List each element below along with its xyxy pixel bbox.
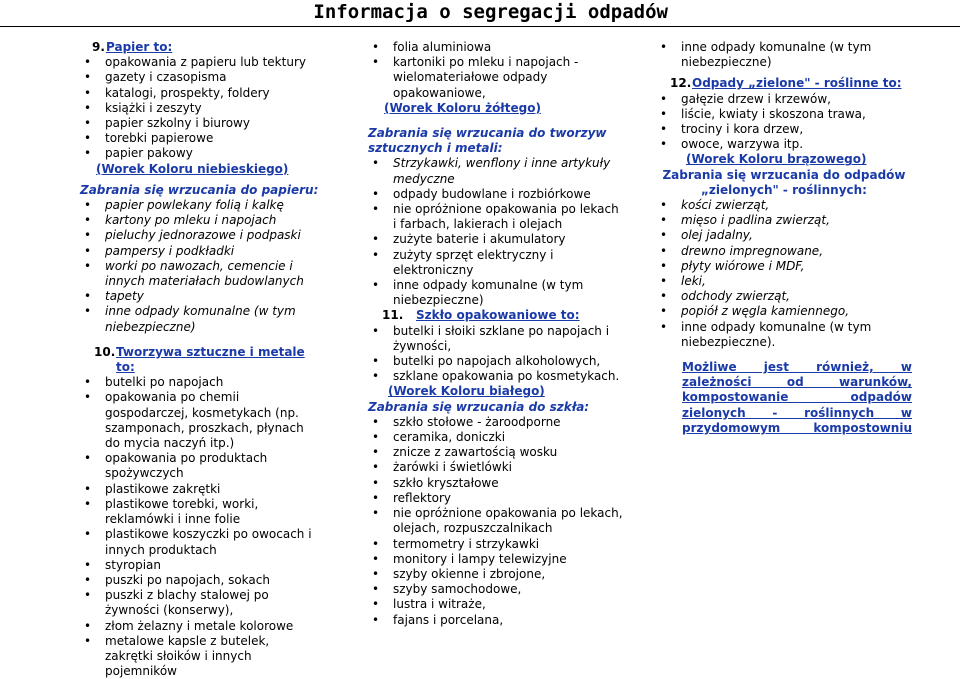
list-item: • plastikowe torebki, worki, reklamówki i inne folie xyxy=(80,497,320,527)
list-item: • plastikowe zakrętki xyxy=(80,482,320,497)
list-item: • pieluchy jednorazowe i podpaski xyxy=(80,228,320,243)
section-title: Tworzywa sztuczne i metale to: xyxy=(116,344,305,375)
list-item: • szyby okienne i zbrojone, xyxy=(368,567,623,582)
list-item: • kartony po mleku i napojach xyxy=(80,213,320,228)
list-item: • kartoniki po mleku i napojach - wielomateriałowe odpady opakowaniowe, xyxy=(368,55,623,101)
list-item: • monitory i lampy telewizyjne xyxy=(368,552,623,567)
list-item: • mięso i padlina zwierząt, xyxy=(656,213,912,228)
list-item: • zużyte baterie i akumulatory xyxy=(368,232,623,247)
list-item: • lustra i witraże, xyxy=(368,597,623,612)
list-item: • styropian xyxy=(80,558,320,573)
list-item: • popiół z węgla kamiennego, xyxy=(656,304,912,319)
list-item: • termometry i strzykawki xyxy=(368,537,623,552)
green-forbidden-list xyxy=(656,198,912,350)
list-item: • znicze z zawartością wosku xyxy=(368,445,623,460)
list-item: • szkło stołowe - żaroodporne xyxy=(368,415,623,430)
section-glass-heading xyxy=(368,308,623,323)
section-paper-heading xyxy=(80,40,320,55)
list-item: • Strzykawki, wenflony i inne artykuły medyczne xyxy=(368,156,623,186)
list-item: • gazety i czasopisma xyxy=(80,70,320,85)
list-item: • płyty wiórowe i MDF, xyxy=(656,259,912,274)
section-green-heading xyxy=(656,76,912,91)
list-item: • inne odpady komunalne (w tym niebezpieczne) xyxy=(656,40,912,70)
list-item: • folia aluminiowa xyxy=(368,40,623,55)
list-item: • drewno impregnowane, xyxy=(656,244,912,259)
section-title: Szkło opakowaniowe to: xyxy=(416,308,580,323)
list-item: • nie opróżnione opakowania po lekach, olejach, rozpuszczalnikach xyxy=(368,506,623,536)
list-item: • opakowania z papieru lub tektury xyxy=(80,55,320,70)
list-item: • szyby samochodowe, xyxy=(368,582,623,597)
section-number: 9. xyxy=(92,40,105,54)
glass-forbidden-list-continued xyxy=(656,40,912,70)
list-item: • gałęzie drzew i krzewów, xyxy=(656,92,912,107)
forbidden-heading: Zabrania się wrzucania do tworzyw sztucznych i metali: xyxy=(368,126,607,156)
list-item: • kości zwierząt, xyxy=(656,198,912,213)
list-item: • opakowania po produktach spożywczych xyxy=(80,451,320,481)
plastic-list xyxy=(80,375,320,679)
list-item: • olej jadalny, xyxy=(656,228,912,243)
plastic-forbidden-list xyxy=(368,156,623,308)
list-item: • worki po nawozach, cemencie i innych materiałach budowlanych xyxy=(80,259,320,289)
list-item: • złom żelazny i metale kolorowe xyxy=(80,619,320,634)
paper-forbidden-list xyxy=(80,198,320,335)
bin-color-label: (Worek Koloru białego) xyxy=(388,384,545,399)
list-item: • torebki papierowe xyxy=(80,131,320,146)
list-item: • katalogi, prospekty, foldery xyxy=(80,86,320,101)
list-item: • zużyty sprzęt elektryczny i elektroniczny xyxy=(368,248,623,278)
list-item: • owoce, warzywa itp. xyxy=(656,137,912,152)
list-item: • fajans i porcelana, xyxy=(368,613,623,628)
list-item: • butelki i słoiki szklane po napojach i żywności, xyxy=(368,324,623,354)
page-title: Informacja o segregacji odpadów xyxy=(0,0,960,27)
list-item: • pampersy i podkładki xyxy=(80,244,320,259)
bin-color-label: (Worek Koloru brązowego) xyxy=(686,152,867,167)
bin-color-label: (Worek Koloru żółtego) xyxy=(384,100,541,115)
list-item: • inne odpady komunalne (w tym niebezpieczne) xyxy=(80,304,320,334)
forbidden-heading: Zabrania się wrzucania do papieru: xyxy=(80,182,319,197)
section-plastic-heading xyxy=(80,345,320,375)
section-number: 11. xyxy=(382,308,404,323)
bin-color-label: (Worek Koloru niebieskiego) xyxy=(96,161,289,176)
list-item: • inne odpady komunalne (w tym niebezpieczne) xyxy=(368,278,623,308)
list-item: • liście, kwiaty i skoszona trawa, xyxy=(656,107,912,122)
list-item: • nie opróżnione opakowania po lekach i farbach, lakierach i olejach xyxy=(368,202,623,232)
section-title: Papier to: xyxy=(106,40,173,54)
list-item: • metalowe kapsle z butelek, zakrętki słoików i innych pojemników xyxy=(80,634,320,679)
list-item: • papier powlekany folią i kalkę xyxy=(80,198,320,213)
column-3 xyxy=(656,40,912,436)
section-number: 10. xyxy=(94,344,116,359)
list-item: • plastikowe koszyczki po owocach i innych produktach xyxy=(80,527,320,557)
forbidden-heading: Zabrania się wrzucania do szkła: xyxy=(368,399,590,414)
list-item: • butelki po napojach xyxy=(80,375,320,390)
composting-note: Możliwe jest również, w zależności od warunków, kompostowanie odpadów zielonych - roślinnych w przydomowym kompostowniu xyxy=(682,360,912,435)
column-2 xyxy=(368,40,623,628)
list-item: • szkło kryształowe xyxy=(368,476,623,491)
list-item: • szklane opakowania po kosmetykach. xyxy=(368,369,623,384)
list-item: • żarówki i świetlówki xyxy=(368,460,623,475)
section-number: 12. xyxy=(670,76,692,91)
list-item: • książki i zeszyty xyxy=(80,101,320,116)
column-1 xyxy=(80,40,320,679)
list-item: • odchody zwierząt, xyxy=(656,289,912,304)
list-item: • odpady budowlane i rozbiórkowe xyxy=(368,187,623,202)
glass-list xyxy=(368,324,623,385)
list-item: • inne odpady komunalne (w tym niebezpieczne). xyxy=(656,320,912,350)
list-item: • reflektory xyxy=(368,491,623,506)
list-item: • puszki z blachy stalowej po żywności (konserwy), xyxy=(80,588,320,618)
list-item: • ceramika, doniczki xyxy=(368,430,623,445)
green-list xyxy=(656,92,912,153)
section-title: Odpady „zielone" - roślinne to: xyxy=(692,76,902,91)
forbidden-heading: Zabrania się wrzucania do odpadów „zielonych" - roślinnych: xyxy=(662,167,906,197)
list-item: • tapety xyxy=(80,289,320,304)
list-item: • papier pakowy xyxy=(80,146,320,161)
list-item: • opakowania po chemii gospodarczej, kosmetykach (np. szamponach, proszkach, płynach do mycia naczyń itp.) xyxy=(80,390,320,451)
paper-list xyxy=(80,55,320,161)
list-item: • trociny i kora drzew, xyxy=(656,122,912,137)
plastic-list-continued xyxy=(368,40,623,101)
list-item: • butelki po napojach alkoholowych, xyxy=(368,354,623,369)
list-item: • leki, xyxy=(656,274,912,289)
list-item: • puszki po napojach, sokach xyxy=(80,573,320,588)
list-item: • papier szkolny i biurowy xyxy=(80,116,320,131)
glass-forbidden-list xyxy=(368,415,623,628)
